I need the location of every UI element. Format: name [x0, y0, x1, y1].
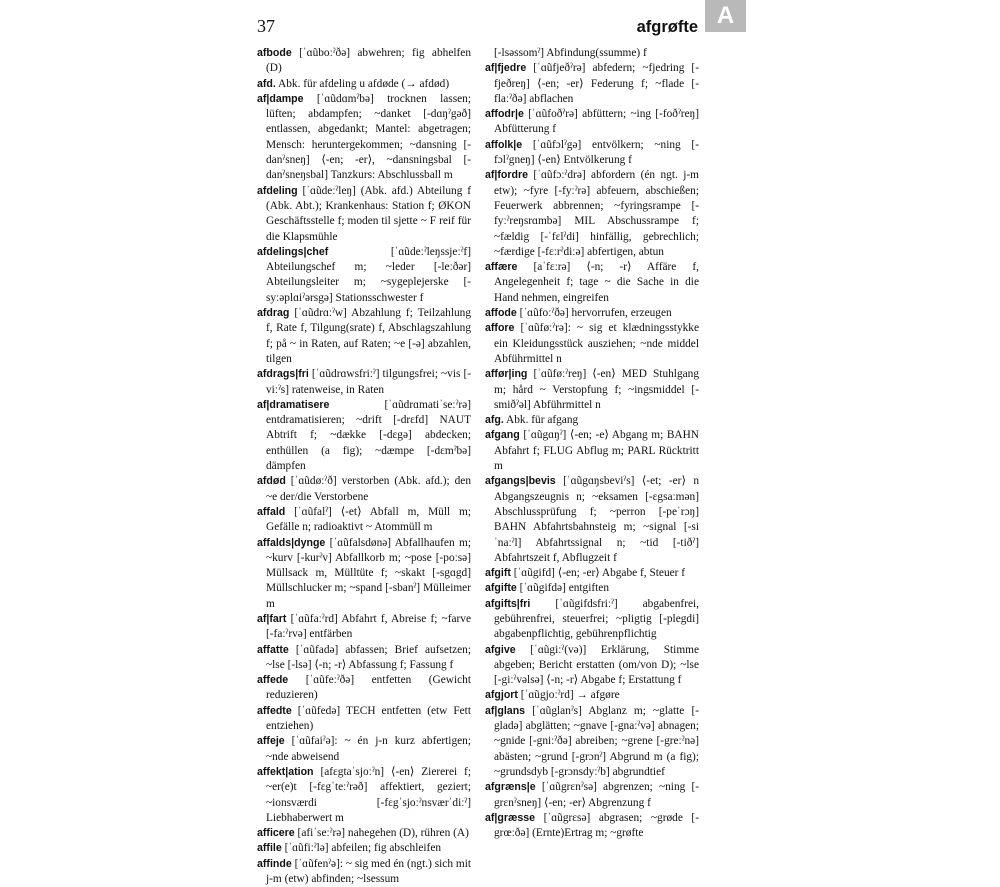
dictionary-entry	[257, 367, 471, 398]
dictionary-entry	[257, 184, 471, 245]
dictionary-entry	[257, 857, 471, 887]
dictionary-entry	[485, 581, 699, 596]
entry-definition: [-lsəssomˀ] Abfindung(ssumme) f	[494, 47, 647, 59]
entry-headword: af|fart	[257, 612, 287, 625]
dictionary-entry	[257, 505, 471, 536]
entry-definition: [ˈɑũgifdə] entgiften	[516, 582, 610, 595]
entry-headword: afdrags|fri	[257, 368, 309, 381]
dictionary-entry	[257, 826, 471, 841]
entry-headword: af|dramatisere	[257, 398, 330, 411]
dictionary-entry	[485, 474, 699, 566]
entry-headword: affode	[485, 307, 517, 320]
entry-headword: affatte	[257, 643, 289, 656]
dictionary-entry	[485, 306, 699, 321]
entry-definition: [ˈɑũboːˀðə] abwehren; fig abhelfen (D)	[266, 47, 471, 75]
entry-headword: afbode	[257, 47, 292, 59]
dictionary-entry	[257, 643, 471, 674]
entry-definition: [ˈɑũfiːˀlə] abfeilen; fig abschleifen	[281, 842, 442, 855]
entry-headword: affore	[485, 322, 515, 335]
entry-headword: affolk|e	[485, 138, 523, 151]
dictionary-entry	[257, 306, 471, 367]
dictionary-entry	[485, 597, 699, 643]
dictionary-entry	[485, 704, 699, 780]
entry-definition: [ˈɑũfalsdønə] Abfallhaufen m; ~kurv [-kurˀv] Abfallkorb m; ~pose [-poːsə] Müllsack m, Mülltüte f; ~skakt [-sgɑgd] Müllschlucker m; ~spand [-sbanˀ] Mülleimer m	[266, 536, 471, 610]
entry-definition: [ˈɑũføːˀreŋ] ⟨-en⟩ MED Stuhlgang m; hård ~ Verstopfung f; ~ingsmiddel [-smiðˀəl] Abführmittel n	[494, 368, 699, 411]
dictionary-entry	[257, 704, 471, 735]
entry-definition: [afiˈseːˀrə] nahegehen (D), rühren (A)	[294, 827, 469, 840]
entry-headword: af|fordre	[485, 169, 528, 182]
entry-headword: afd.	[257, 77, 276, 90]
entry-headword: af|græsse	[485, 811, 536, 824]
page-number: 37	[257, 16, 275, 36]
dictionary-entry	[257, 92, 471, 184]
dictionary-entry	[485, 321, 699, 367]
dictionary-entry	[485, 138, 699, 169]
dictionary-entry	[485, 61, 699, 107]
entry-definition: [ˈɑũglanˀs] Abglanz m; ~glatte [-gladə] abglätten; ~gnave [-gnaːˀvə] abnagen; ~gnide [-gniːˀðə] abreiben; ~grene [-greːˀnə] abästen; ~grund [-grɔnˀ] Abgrund m (a fig); ~grundsdyb [-grɔnsdyːˀb] abgrundtief	[494, 704, 699, 778]
entry-definition: [ˈɑũdeːˀleŋ] (Abk. afd.) Abteilung f (Abk. Abt.); Krankenhaus: Station f; ØKON Geschäftsstelle f; moden til sjette ~ F reif für die Klapsmühle	[266, 184, 471, 243]
entry-headword: afdrag	[257, 307, 290, 320]
entry-definition: [afɛgtaˈsjoːˀn] ⟨-en⟩ Ziererei f; ~er(e)t [-fɛgˈteːˀrəð] affektiert, geziert; ~ionsværdi [-fɛgˈsjoːˀnsværˈdiːˀ] Liebhaberwert m	[266, 765, 471, 824]
dictionary-entry	[485, 367, 699, 413]
dictionary-entry	[485, 428, 699, 474]
entry-definition: [ˈɑũgrɛnˀsə] abgrenzen; ~ning [-grɛnˀsneŋ] ⟨-en; -er⟩ Abgrenzung f	[494, 781, 699, 809]
guide-word: afgrøfte	[636, 18, 698, 36]
entry-definition: [ˈɑũgjoːˀrd] → afgøre	[517, 689, 620, 702]
dictionary-entry	[485, 168, 699, 260]
dictionary-entry	[485, 780, 699, 811]
entry-definition: [ˈɑũgɑŋˀ] ⟨-en; -e⟩ Abgang m; BAHN Abfahrt f; FLUG Abflug m; PARL Rücktritt m	[494, 429, 699, 473]
entry-headword: afdelings|chef	[257, 245, 329, 258]
entry-definition: [ˈɑũfɔlˀgə] entvölkern; ~ning [-fɔlˀgneŋ] ⟨-en⟩ Entvölkerung f	[494, 138, 699, 167]
entry-headword: affekt|ation	[257, 765, 314, 778]
entry-definition: [ˈɑũfoðˀrə] abfüttern; ~ing [-foðˀreŋ] Abfütterung f	[494, 108, 699, 136]
entry-headword: af|glans	[485, 704, 526, 717]
entry-headword: af|fjedre	[485, 62, 527, 75]
dictionary-entry	[257, 765, 471, 826]
dictionary-entry	[257, 77, 471, 92]
entry-definition: [ˈɑũfaːˀrd] Abfahrt f, Abreise f; ~farve [-faːˀrvə] entfärben	[266, 612, 471, 641]
entry-headword: affede	[257, 674, 289, 687]
entry-headword: afdeling	[257, 184, 298, 197]
entry-headword: afgive	[485, 643, 516, 656]
dictionary-entry	[485, 260, 699, 306]
entry-headword: affære	[485, 261, 518, 274]
entry-definition: [ˈɑũfeːˀðə] entfetten (Gewicht reduzieren)	[266, 674, 471, 702]
dictionary-entry	[257, 46, 471, 77]
entry-headword: affile	[257, 842, 282, 855]
dictionary-entry	[257, 673, 471, 704]
entry-headword: affald	[257, 505, 286, 518]
entry-headword: afg.	[485, 414, 504, 427]
entry-definition: [ˈɑũdrɑːˀw] Abzahlung f; Teilzahlung f, Rate f, Tilgung(srate) f, Abschlagszahlung f; på ~ in Raten, auf Raten; ~e [-ə] abzahlen, tilgen	[266, 307, 471, 365]
dictionary-entry	[257, 245, 471, 306]
entry-headword: affeje	[257, 735, 285, 748]
dictionary-entry	[485, 107, 699, 138]
dictionary-entry	[257, 841, 471, 856]
entry-definition: [ˈɑũdrɑmatiˈseːˀrə] entdramatisieren; ~drift [-drɛfd] NAUT Abtrift f; ~dække [-dɛgə] abdecken; enthüllen (a fig); ~dæmpe [-dɛmˀbə] dämpfen	[266, 398, 471, 473]
entry-headword: affalds|dynge	[257, 536, 326, 549]
dictionary-entry	[485, 46, 699, 61]
dictionary-column-left	[257, 46, 471, 886]
entry-headword: afgang	[485, 429, 520, 442]
dictionary-entry	[257, 398, 471, 474]
dictionary-entry	[257, 474, 471, 505]
entry-headword: afgifts|fri	[485, 597, 531, 610]
entry-definition: [ˈɑũfadə] abfassen; Brief aufsetzen; ~lse [-lsə] ⟨-n; -r⟩ Abfassung f; Fassung f	[266, 643, 471, 671]
entry-headword: afgifte	[485, 582, 517, 595]
dictionary-entry	[485, 566, 699, 581]
dictionary-column-right	[485, 46, 699, 840]
entry-headword: afdød	[257, 475, 286, 488]
entry-definition: [ˈɑũdeːˀleŋssjeːˀf] Abteilungschef m; ~leder [-leːðər] Abteilungsleiter m; ~sygeplejerske [-syːəplɑiˀərsgə] Stationsschwester f	[266, 245, 471, 304]
entry-headword: afgræns|e	[485, 781, 536, 794]
entry-headword: affør|ing	[485, 368, 528, 381]
entry-definition: [ˈɑũdɑmˀbə] trocknen lassen; lüften; abdampfen; ~danket [-dɑŋˀgəð] entlassen, abgedankt; Mantel: abgetragen; Mensch: heruntergekommen; ~dansning [-danˀsneŋ] ⟨-en; -er⟩, ~dansningsbal [-danˀsneŋsbal] Tanzkurs: Abschlussball m	[266, 92, 471, 182]
entry-headword: affedte	[257, 704, 292, 717]
dictionary-entry	[257, 734, 471, 765]
entry-definition: [ˈɑũfjeðˀrə] abfedern; ~fjedring [-fjeðreŋ] ⟨-en; -er⟩ Federung f; ~flade [-flaːˀðə] abflachen	[494, 62, 699, 105]
entry-definition: [ˈɑũgifdsfriːˀ] abgabenfrei, gebührenfrei, steuerfrei; ~pligtig [-plegdi] abgabenpflichtig, gebührenpflichtig	[494, 597, 699, 641]
letter-tab: A	[705, 0, 746, 32]
entry-headword: afgift	[485, 567, 511, 580]
entry-definition: [ˈɑũdrɑwsfriːˀ] tilgungsfrei; ~vis [-viːˀs] ratenweise, in Raten	[266, 368, 471, 396]
entry-definition: [ˈɑũfoːˀðə] hervorrufen, erzeugen	[516, 307, 672, 320]
entry-headword: af|dampe	[257, 92, 304, 105]
entry-definition: [ˈɑũgiːˀ(və)] Erklärung, Stimme abgeben; Bericht erstatten (om/von D); ~lse [-giːˀvəlsə] ⟨-n; -r⟩ Abgabe f; Erstattung f	[494, 643, 699, 687]
entry-definition: Abk. für afgang	[503, 414, 579, 427]
entry-definition: [ˈɑũfɔːˀdrə] abfordern (én ngt. j-m etw); ~fyre [-fyːˀrə] abfeuern, abschießen; Feuerwerk abbrennen; ~fyringsrampe [-fyːˀreŋsrɑmbə] MIL Abschussrampe f; ~fældig [-ˈfɛlˀdi] hinfällig, gebrechlich; ~færdige [-fɛːrˀdiːə] abfertigen, abtun	[494, 169, 699, 258]
entry-definition: [ˈɑũfalˀ] ⟨-et⟩ Abfall m, Müll m; Gefälle n; radioaktivt ~ Atommüll m	[266, 505, 471, 534]
entry-definition: [ˈɑũdøːˀð] verstorben (Abk. afd.); den ~e der/die Verstorbene	[266, 475, 471, 503]
entry-definition: [ˈɑũfedə] TECH entfetten (etw Fett entziehen)	[266, 704, 471, 733]
entry-headword: afficere	[257, 827, 295, 840]
dictionary-entry	[485, 811, 699, 842]
dictionary-entry	[257, 536, 471, 612]
entry-headword: affinde	[257, 857, 292, 870]
entry-definition: [ˈɑũføːˀrə]: ~ sig et klædningsstykke ein Kleidungsstück ausziehen; ~nde middel Abführmittel n	[494, 322, 699, 365]
entry-headword: afgjort	[485, 689, 518, 702]
dictionary-entry	[485, 413, 699, 428]
entry-definition: [ˈɑũgɑŋsbeviˀs] ⟨-et; -er⟩ n Abgangszeugnis n; ~eksamen [-ɛgsaːmən] Abschlussprüfung f; ~perron [-peˈrɔŋ] BAHN Abfahrtsbahnsteig m; ~signal [-siˈnaːˀl] Abfahrtssignal n; ~tid [-tiðˀ] Abfahrtszeit f, Abflugzeit f	[494, 475, 699, 564]
entry-headword: affodr|e	[485, 108, 524, 121]
entry-definition: [ˈɑũgifd] ⟨-en; -er⟩ Abgabe f, Steuer f	[510, 567, 686, 580]
dictionary-entry	[485, 643, 699, 689]
dictionary-entry	[485, 688, 699, 703]
entry-definition: Abk. für afdeling u afdøde (→ afdød)	[275, 77, 450, 90]
entry-definition: [ˈɑũfenˀə]: ~ sig med én (ngt.) sich mit j-m (etw) abfinden; ~lsessum	[266, 857, 471, 886]
entry-definition: [ˈɑũfaiˀə]: ~ én j-n kurz abfertigen; ~nde abweisend	[266, 735, 471, 763]
entry-definition: [aˈfɛːrə] ⟨-n; -r⟩ Affäre f, Angelegenheit f; tage ~ die Sache in die Hand nehmen, eingreifen	[494, 261, 699, 304]
dictionary-entry	[257, 612, 471, 643]
entry-definition: [ˈɑũgrɛsə] abgrasen; ~grøde [-grœːðə] (Ernte)Ertrag m; ~grøfte	[494, 811, 699, 840]
entry-headword: afgangs|bevis	[485, 475, 556, 488]
